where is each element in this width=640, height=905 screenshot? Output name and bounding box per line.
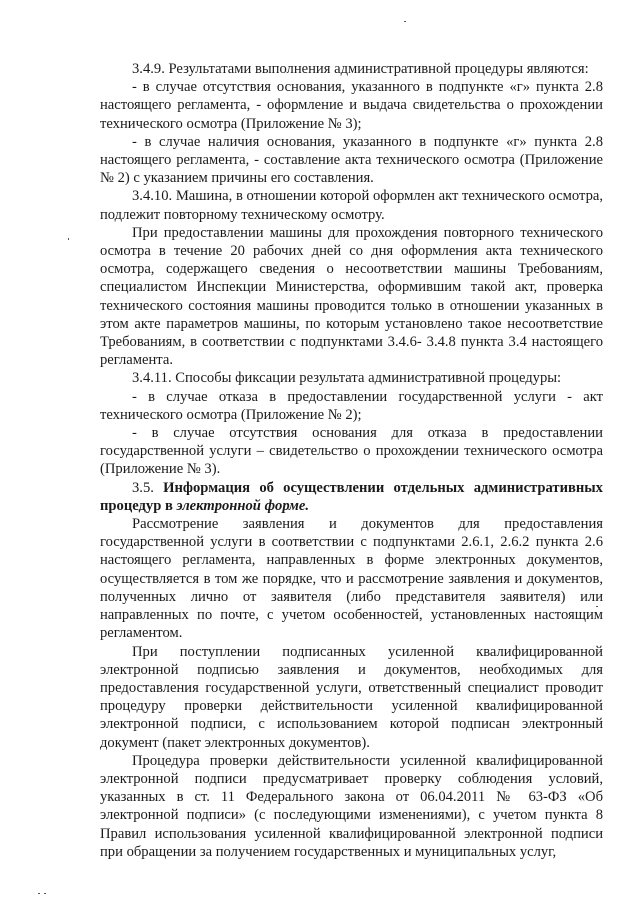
scan-speck xyxy=(38,893,40,894)
paragraph-3-4-10: 3.4.10. Машина, в отношении которой оформлен акт технического осмотра, подлежит повторному техническому осмотру. xyxy=(100,188,603,223)
paragraph-3-4-9: 3.4.9. Результатами выполнения административной процедуры являются: xyxy=(132,61,589,77)
section-number: 3.5. xyxy=(132,479,164,496)
document-page xyxy=(100,60,603,861)
paragraph-signature-receipt: При поступлении подписанных усиленной квалифицированной электронной подписью заявления и документов, необходимых для предоставления государственной услуги, ответственный специалист проводит процедуру проверки действительности усиленной квалифицированной электронной подписи, с использованием которой подписан электронный документ (пакет электронных документов). xyxy=(100,643,603,751)
scan-speck xyxy=(404,21,406,22)
section-heading-3-5 xyxy=(100,479,603,515)
section-title: Информация об осуществлении отдельных административных процедур в xyxy=(100,479,603,514)
fixation-item-refusal: - в случае отказа в предоставлении государственной услуги - акт технического осмотра (Приложение № 2); xyxy=(100,388,603,423)
scan-speck xyxy=(68,238,69,240)
scan-speck xyxy=(44,893,46,894)
paragraph-repeat-inspection: При предоставлении машины для прохождения повторного технического осмотра в течение 20 рабочих дней со дня оформления акта технического осмотра, содержащего сведения о несоответствии машины Требованиям, специалистом Инспекции Министерства, оформившим такой акт, проверка технического состояния машины проводится только в отношении указанных в этом акте параметров машины, по которым установлено такое несоответствие Требованиям, в соответствии с подпунктами 3.4.6- 3.4.8 пункта 3.4 настоящего регламента. xyxy=(100,224,603,369)
result-item-certificate: - в случае отсутствия основания, указанного в подпункте «г» пункта 2.8 настоящего регламента, - оформление и выдача свидетельства о прохождении технического осмотра (Приложение № 3); xyxy=(100,79,603,132)
result-item-act: - в случае наличия основания, указанного в подпункте «г» пункта 2.8 настоящего регламента, - составление акта технического осмотра (Приложение № 2) с указанием причины его составления. xyxy=(100,133,603,187)
paragraph-3-4-11: 3.4.11. Способы фиксации результата административной процедуры: xyxy=(132,370,562,387)
fixation-item-certificate: - в случае отсутствия основания для отказа в предоставлении государственной услуги – свидетельство о прохождении технического осмотра (Приложение № 3). xyxy=(100,425,603,478)
paragraph-electronic-review: Рассмотрение заявления и документов для предоставления государственной услуги в соответствии с подпунктами 2.6.1, 2.6.2 пункта 2.6 настоящего регламента, направленных в форме электронных документов, осуществляется в том же порядке, что и рассмотрение заявления и документов, полученных лично от заявителя (либо представителя заявителя) или направленных по почте, с учетом особенностей, установленных настоящим регламентом. xyxy=(100,516,603,642)
paragraph-signature-check: Процедура проверки действительности усиленной квалифицированной электронной подписи предусматривает проверку соблюдения условий, указанных в ст. 11 Федерального закона от 06.04.2011 № 63-ФЗ «Об электронной подписи» (с последующими изменениями), с учетом пункта 8 Правил использования усиленной квалифицированной электронной подписи при обращении за получением государственных и муниципальных услуг, xyxy=(100,752,603,860)
section-title-emphasis: электронной форме. xyxy=(176,497,310,514)
